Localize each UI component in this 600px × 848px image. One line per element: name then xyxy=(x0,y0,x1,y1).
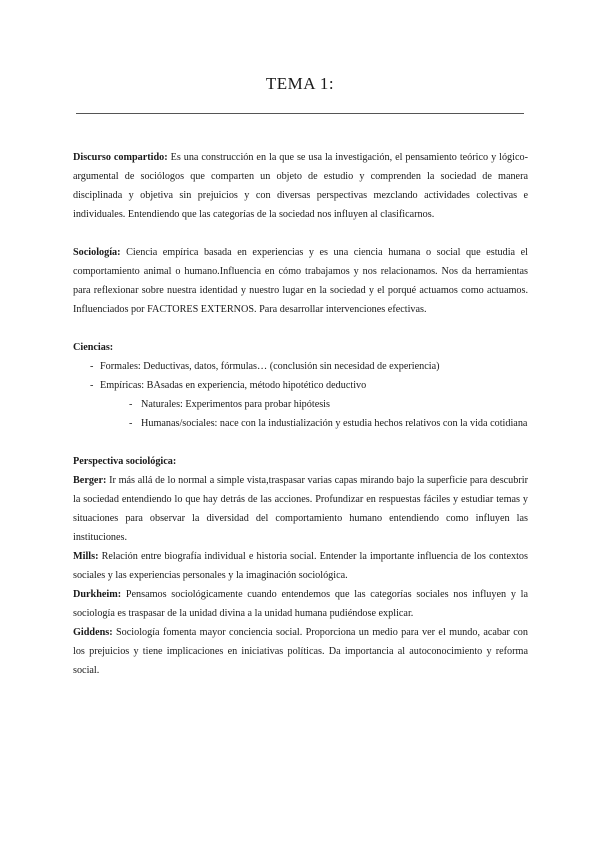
discurso-text: Es una construcción en la que se usa la investigación, el pensamiento teórico y lógico-argumental de sociólogos que comparten un objeto de estudio y comprenden la sociedad de manera disciplinada y objetiva sin prejuicios y con diversas perspectivas mezclando actividades colectivas e individuales. Entendiendo que las categorías de la sociedad nos influyen al clasificarnos. xyxy=(73,152,528,220)
list-item: - Empíricas: BAsadas en experiencia, método hipotético deductivo xyxy=(73,376,528,395)
perspectiva-entry-berger: Berger: Ir más allá de lo normal a simple vista,traspasar varias capas mirando bajo la superficie para descubrir la sociedad entendiendo lo que hay detrás de las acciones. Profundizar en respuestas fáciles y estudiar temas y situaciones para observar la diversidad del comportamiento humano entendiendo como influyen las instituciones. xyxy=(73,475,528,543)
sociologia-paragraph xyxy=(73,243,528,319)
document-body xyxy=(73,148,528,680)
perspectiva-heading: Perspectiva sociológica: xyxy=(73,456,177,467)
list-item: - Formales: Deductivas, datos, fórmulas… (conclusión sin necesidad de experiencia) xyxy=(73,357,528,376)
ciencias-heading: Ciencias: xyxy=(73,342,114,353)
list-item: - Humanas/sociales: nace con la industialización y estudia hechos relativos con la vida cotidiana xyxy=(73,414,528,433)
page-title: TEMA 1: xyxy=(265,74,335,93)
ciencias-list xyxy=(73,357,528,395)
discurso-term: Discurso compartido: xyxy=(73,152,168,163)
list-item: - Naturales: Experimentos para probar hipótesis xyxy=(73,395,528,414)
title-divider xyxy=(76,113,524,114)
sociologia-text: Ciencia empírica basada en experiencias y es una ciencia humana o social que estudia el comportamiento animal o humano.Influencia en cómo trabajamos y nos relacionamos. Nos da herramientas para reflexionar sobre nuestra identidad y nuestro lugar en la sociedad y el porqué actuamos como actuamos. Influenciados por FACTORES EXTERNOS. Para desarrollar intervenciones efectivas. xyxy=(73,247,528,315)
discurso-paragraph xyxy=(73,148,528,224)
perspectiva-entry-giddens: Giddens: Sociología fomenta mayor conciencia social. Proporciona un medio para ver el mundo, acabar con los prejuicios y tiene implicaciones en iniciativas políticas. Da importancia al autoconocimiento y reforma social. xyxy=(73,627,528,676)
sociologia-term: Sociología: xyxy=(73,247,121,258)
perspectiva-entry-mills: Mills: Relación entre biografía individual e historia social. Entender la importante influencia de los contextos sociales y las experiencias personales y la imaginación sociológica. xyxy=(73,551,528,581)
perspectiva-entry-durkheim: Durkheim: Pensamos sociológicamente cuando entendemos que las categorías sociales nos influyen y la sociología es traspasar de la unidad divina a la unidad humana pudiéndose explicar. xyxy=(73,589,528,619)
ciencias-sublist xyxy=(73,395,528,433)
